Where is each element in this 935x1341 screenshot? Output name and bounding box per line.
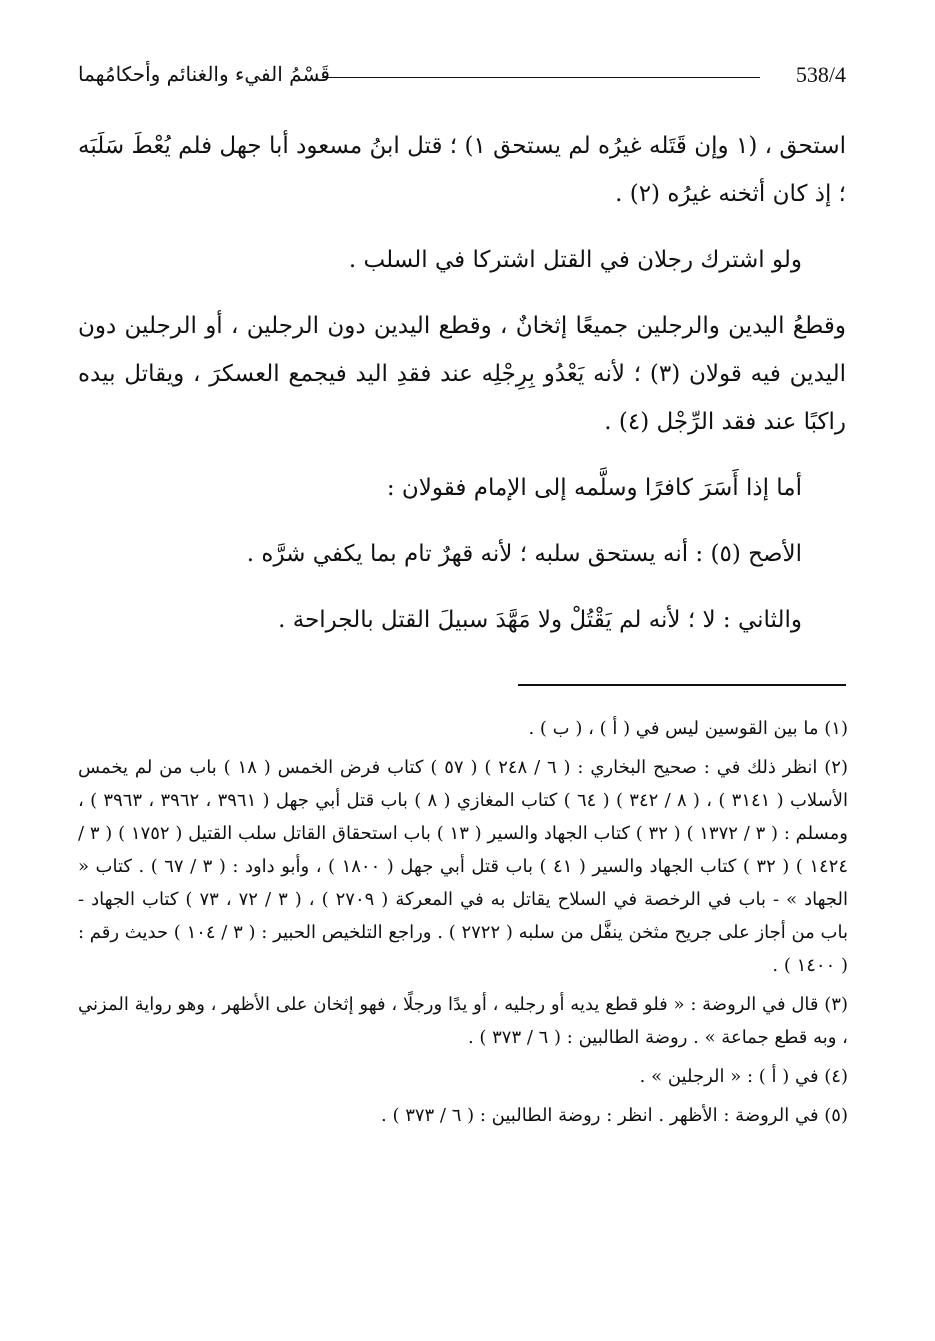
footnote-1: (١) ما بين القوسين ليس في ( أ ) ، ( ب ) . (528, 718, 848, 739)
footnote-4: (٤) في ( أ ) : « الرجلين » . (639, 1066, 848, 1087)
paragraph-3: وقطعُ اليدين والرجلين جميعًا إثخانٌ ، وقطع اليدين دون الرجلين ، أو الرجلين دون اليدين فيه قولان (٣) ؛ لأنه يَعْدُو بِرِجْلِه عند فقدِ اليد فيجمع العسكرَ ، ويقاتل بيده راكبًا عند فقد الرِّجْل (٤) . (78, 313, 846, 435)
paragraph-4: أما إذا أَسَرَ كافرًا وسلَّمه إلى الإمام فقولان : (386, 475, 802, 501)
footnote-separator (518, 684, 846, 686)
footnote-2: (٢) انظر ذلك في : صحيح البخاري : ( ٦ / ٢٤٨ ) ( ٥٧ ) كتاب فرض الخمس ( ١٨ ) باب من لم يخمس الأسلاب ( ٣١٤١ ) ، ( ٨ / ٣٤٢ ) ( ٦٤ ) كتاب المغازي ( ٨ ) باب قتل أبي جهل ( ٣٩٦١ ، ٣٩٦٢ ، ٣٩٦٣ ) ، ومسلم : ( ٣ / ١٣٧٢ ) ( ٣٢ ) كتاب الجهاد والسير ( ١٣ ) باب استحقاق القاتل سلب القتيل ( ١٧٥٢ ) ( ٣ / ١٤٢٤ ) ( ٣٢ ) كتاب الجهاد والسير ( ٤١ ) باب قتل أبي جهل ( ١٨٠٠ ) ، وأبو داود : ( ٣ / ٦٧ ) . كتاب « الجهاد » - باب في الرخصة في السلاح يقاتل به في المعركة ( ٢٧٠٩ ) ، ( ٣ / ٧٢ ، ٧٣ ) كتاب الجهاد - باب من أجاز على جريح مثخن ينفَّل من سلبه ( ٢٧٢٢ ) . وراجع التلخيص الحبير : ( ٣ / ١٠٤ ) حديث رقم : ( ١٤٠٠ ) . (78, 757, 849, 976)
header-rule (322, 77, 760, 78)
paragraph-5: الأصح (٥) : أنه يستحق سلبه ؛ لأنه قهرٌ تام بما يكفي شرَّه . (246, 541, 802, 567)
paragraph-6: والثاني : لا ؛ لأنه لم يَقْتُلْ ولا مَهَّدَ سبيلَ القتل بالجراحة . (278, 607, 802, 633)
page-number: 538/4 (795, 62, 846, 87)
footnote-3: (٣) قال في الروضة : « فلو قطع يديه أو رجليه ، أو يدًا ورجلًا ، فهو إثخان على الأظهر ، وهو رواية المزني ، وبه قطع جماعة » . روضة الطالبين : ( ٦ / ٣٧٣ ) . (78, 994, 848, 1048)
main-text (78, 122, 846, 644)
page-header (78, 56, 846, 106)
chapter-title: قَسْمُ الفيء والغنائم وأحكامُهما (78, 62, 330, 86)
footnotes (78, 712, 848, 1138)
paragraph-2: ولو اشترك رجلان في القتل اشتركا في السلب . (348, 247, 802, 273)
footnote-5: (٥) في الروضة : الأظهر . انظر : روضة الطالبين : ( ٦ / ٣٧٣ ) . (381, 1105, 848, 1126)
paragraph-1: استحق ، (١ وإن قَتَله غيرُه لم يستحق ١) ؛ قتل ابنُ مسعود أبا جهل فلم يُعْطَ سَلَبَه ؛ إذ كان أثخنه غيرُه (٢) . (78, 133, 847, 207)
